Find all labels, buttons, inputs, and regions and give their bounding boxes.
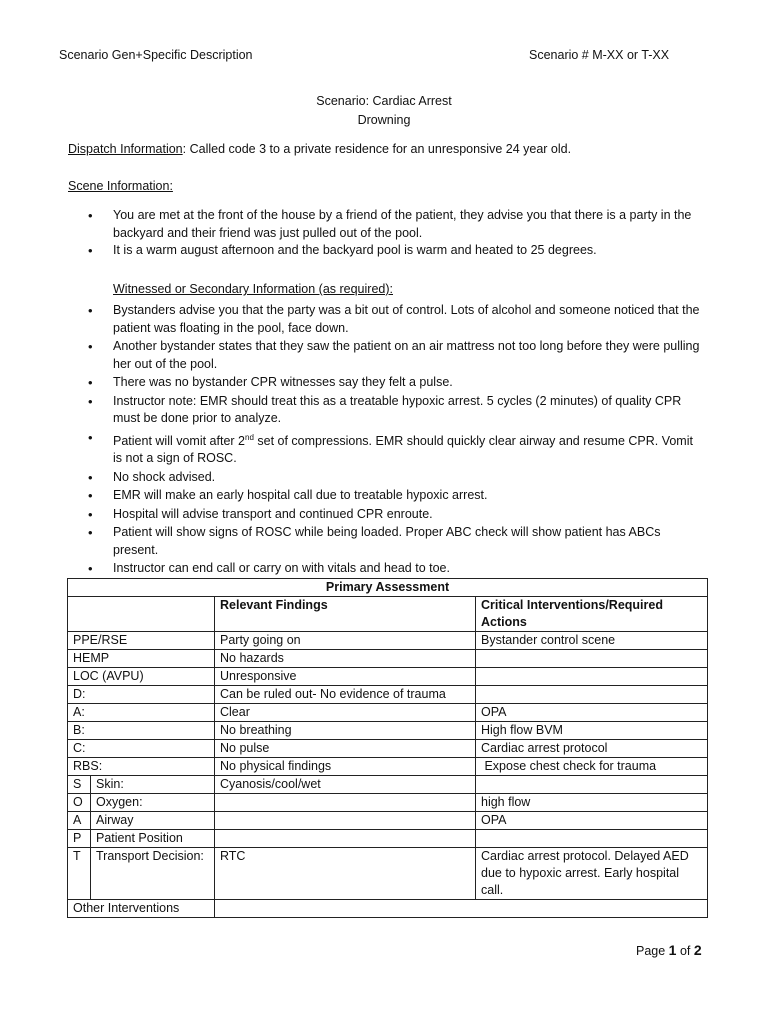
scenario-title: Scenario: Cardiac Arrest [316, 94, 452, 108]
list-item: • It is a warm august afternoon and the backyard pool is warm and heated to 25 degrees. [82, 242, 702, 260]
table-row: B: No breathing High flow BVM [68, 722, 708, 740]
col-header-actions: Critical Interventions/Required Actions [476, 597, 708, 632]
list-item: • Hospital will advise transport and continued CPR enroute. [82, 506, 702, 524]
table-row: P Patient Position [68, 830, 708, 848]
list-item: • You are met at the front of the house by a friend of the patient, they advise you that there is a party in the backyard and their friend was just pulled out of the pool. [82, 207, 702, 242]
scene-bullets [82, 207, 702, 260]
table-row: S Skin: Cyanosis/cool/wet [68, 776, 708, 794]
dispatch-label: Dispatch Information [68, 142, 183, 156]
table-row: A: Clear OPA [68, 704, 708, 722]
list-item-vomit: • Patient will vomit after 2nd set of compressions. EMR should quickly clear airway and resume CPR. Vomit is not a sign of ROSC. [82, 429, 702, 468]
table-row: HEMP No hazards [68, 650, 708, 668]
list-item: • Patient will show signs of ROSC while being loaded. Proper ABC check will show patient has ABCs present. [82, 524, 702, 559]
list-item: • Instructor can end call or carry on with vitals and head to toe. [82, 560, 702, 578]
table-row: T Transport Decision: RTC Cardiac arrest protocol. Delayed AED due to hypoxic arrest. Early hospital call. [68, 848, 708, 900]
list-item: • Another bystander states that they saw the patient on an air mattress not too long before they were pulling her out of the pool. [82, 338, 702, 373]
list-item: • Instructor note: EMR should treat this as a treatable hypoxic arrest. 5 cycles (2 minutes) of quality CPR must be done prior to analyze. [82, 393, 702, 428]
header-right: Scenario # M-XX or T-XX [529, 48, 670, 62]
table-row-other: Other Interventions [68, 900, 708, 918]
table-title: Primary Assessment [68, 579, 708, 597]
table-row: RBS: No physical findings Expose chest check for trauma [68, 758, 708, 776]
witnessed-label: Witnessed or Secondary Information (as required): [113, 282, 393, 296]
scenario-subtitle: Drowning [357, 113, 411, 127]
table-row: A Airway OPA [68, 812, 708, 830]
list-item: • Bystanders advise you that the party was a bit out of control. Lots of alcohol and someone noticed that the patient was floating in the pool, face down. [82, 302, 702, 337]
dispatch-info [68, 142, 571, 156]
table-row: PPE/RSE Party going on Bystander control scene [68, 632, 708, 650]
col-header-findings: Relevant Findings [215, 597, 476, 632]
dispatch-text: : Called code 3 to a private residence for an unresponsive 24 year old. [182, 142, 572, 156]
witnessed-bullets [82, 302, 702, 578]
table-row: O Oxygen: high flow [68, 794, 708, 812]
page-number: Page 1 of 2 [636, 942, 702, 958]
table-header-row [68, 597, 708, 632]
primary-assessment-table [67, 578, 708, 918]
list-item: • There was no bystander CPR witnesses say they felt a pulse. [82, 374, 702, 392]
table-title-row [68, 579, 708, 597]
table-row: LOC (AVPU) Unresponsive [68, 668, 708, 686]
table-row: C: No pulse Cardiac arrest protocol [68, 740, 708, 758]
scene-label: Scene Information: [68, 179, 173, 193]
list-item: • EMR will make an early hospital call due to treatable hypoxic arrest. [82, 487, 702, 505]
header-left: Scenario Gen+Specific Description [59, 48, 253, 62]
table-row: D: Can be ruled out- No evidence of trauma [68, 686, 708, 704]
list-item: • No shock advised. [82, 469, 702, 487]
